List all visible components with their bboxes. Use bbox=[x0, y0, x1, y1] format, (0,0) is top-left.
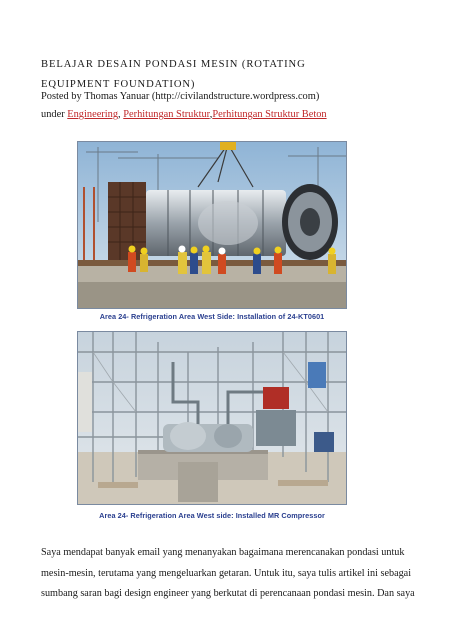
body-line-1: Saya mendapat banyak email yang menanyakan bagaimana merencanakan pondasi untuk bbox=[41, 547, 405, 558]
body-line-3: sumbang saran bagi design engineer yang berkutat di perencanaan pondasi mesin. Dan saya bbox=[41, 588, 415, 599]
figure-caption-2: Area 24- Refrigeration Area West side: Installed MR Compressor bbox=[99, 511, 325, 520]
category-link-perhitungan-struktur[interactable]: Perhitungan Struktur bbox=[123, 109, 210, 120]
posted-by: Posted by Thomas Yanuar (http://civilandstructure.wordpress.com) bbox=[41, 91, 320, 102]
under-label: under bbox=[41, 109, 68, 120]
turbine-installation-photo bbox=[77, 141, 347, 309]
article-title bbox=[41, 55, 306, 95]
category-link-engineering[interactable]: Engineering bbox=[67, 109, 119, 120]
category-separator: , bbox=[118, 109, 124, 120]
body-line-2: mesin-mesin, terutama yang mengeluarkan getaran. Untuk itu, saya tulis artikel ini sebagai bbox=[41, 567, 412, 579]
compressor-photo bbox=[77, 331, 347, 505]
title-line-2: EQUIPMENT FOUNDATION) bbox=[41, 79, 196, 90]
category-link-perhitungan-struktur-beton[interactable]: Perhitungan Struktur Beton bbox=[212, 109, 327, 120]
figure-caption-1: Area 24- Refrigeration Area West Side: Installation of 24-KT0601 bbox=[99, 312, 325, 321]
title-line-1: BELAJAR DESAIN PONDASI MESIN (ROTATING bbox=[41, 59, 306, 70]
category-line bbox=[41, 108, 327, 122]
article-body bbox=[41, 543, 441, 605]
category-separator: , bbox=[209, 109, 213, 120]
